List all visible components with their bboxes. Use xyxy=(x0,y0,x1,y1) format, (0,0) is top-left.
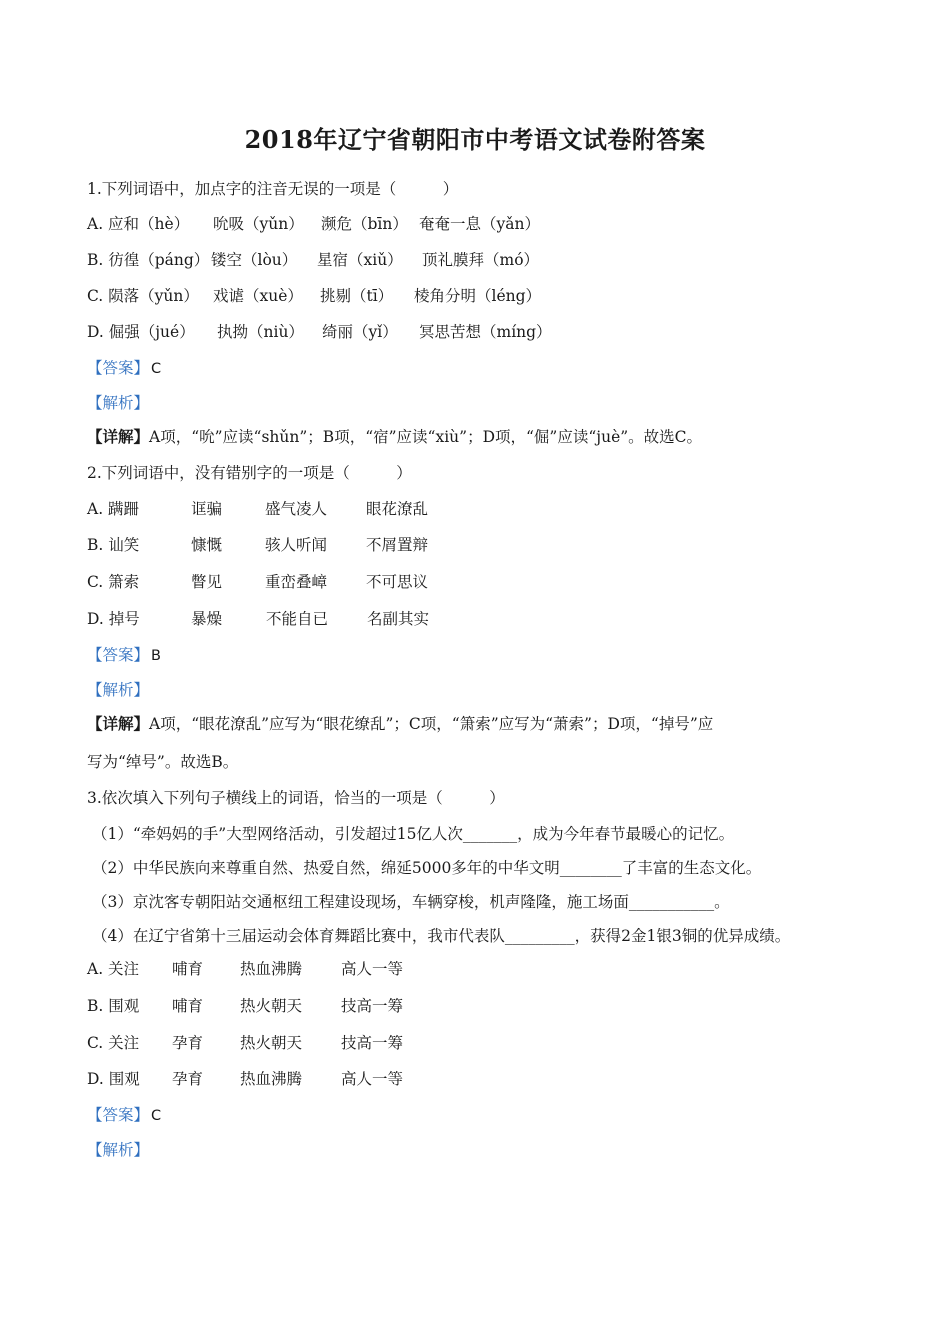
question-3-sentence-1: （1）“牵妈妈的手”大型网络活动，引发超过15亿人次_______，成为今年春节最暖心的记忆。 xyxy=(92,825,735,843)
option-item: 技高一筹 xyxy=(341,1034,404,1052)
question-2-option-b xyxy=(87,534,428,556)
option-item: 濒危（bīn） xyxy=(321,215,408,233)
answer-value: C xyxy=(151,1108,162,1124)
question-3-answer xyxy=(87,1104,161,1127)
option-item: 眼花潦乱 xyxy=(366,500,429,518)
option-item: 不屑置辩 xyxy=(366,536,429,554)
detail-label: 【详解】 xyxy=(87,427,150,446)
option-item: 吮吸（yǔn） xyxy=(213,215,304,233)
option-item: 哺育 xyxy=(172,997,204,1015)
question-1-detail xyxy=(87,426,702,448)
option-item: C. 箫索 xyxy=(87,573,140,591)
detail-text: A项，“眼花潦乱”应写为“眼花缭乱”；C项，“箫索”应写为“萧索”；D项，“掉号”应 xyxy=(149,715,714,733)
option-item: C. 陨落（yǔn） xyxy=(87,287,199,305)
option-item: 绮丽（yǐ） xyxy=(322,323,398,341)
question-2-option-c xyxy=(87,571,428,593)
option-item: 高人一等 xyxy=(341,1070,404,1088)
question-2-detail xyxy=(87,713,713,735)
option-item: 孕育 xyxy=(172,1034,204,1052)
answer-value: B xyxy=(151,648,161,664)
option-item: 镂空（lòu） xyxy=(211,251,298,269)
question-3-option-c xyxy=(87,1032,403,1054)
option-item: 诓骗 xyxy=(191,500,223,518)
question-2-option-a xyxy=(87,498,428,520)
option-item: D. 倔强（jué） xyxy=(87,323,195,341)
question-3-stem: 3.依次填入下列句子横线上的词语，恰当的一项是（ ） xyxy=(87,789,505,807)
option-item: 瞥见 xyxy=(191,573,223,591)
answer-label: 【答案】 xyxy=(87,1106,150,1124)
question-2-stem: 2.下列词语中，没有错别字的一项是（ ） xyxy=(87,464,412,482)
question-1-option-d xyxy=(87,321,552,343)
option-item: 盛气凌人 xyxy=(265,500,328,518)
question-1-answer xyxy=(87,357,161,380)
detail-label: 【详解】 xyxy=(87,714,150,733)
option-item: 技高一筹 xyxy=(341,997,404,1015)
option-item: 哺育 xyxy=(172,960,204,978)
option-item: A. 蹒跚 xyxy=(87,500,140,518)
question-3-sentence-4: （4）在辽宁省第十三届运动会体育舞蹈比赛中，我市代表队_________，获得2金1银3铜的优异成绩。 xyxy=(92,927,791,945)
answer-label: 【答案】 xyxy=(87,359,150,377)
option-item: A. 关注 xyxy=(87,960,140,978)
answer-value: C xyxy=(151,361,162,377)
option-item: 慷慨 xyxy=(191,536,223,554)
option-item: 奄奄一息（yǎn） xyxy=(419,215,540,233)
option-item: 棱角分明（léng） xyxy=(414,287,542,305)
question-3-option-d xyxy=(87,1068,403,1090)
question-3-sentence-3: （3）京沈客专朝阳站交通枢纽工程建设现场，车辆穿梭，机声隆隆，施工场面___________。 xyxy=(92,893,730,911)
option-item: 热血沸腾 xyxy=(240,960,303,978)
option-item: D. 围观 xyxy=(87,1070,140,1088)
question-3-option-b xyxy=(87,995,403,1017)
option-item: A. 应和（hè） xyxy=(87,215,190,233)
option-item: 不可思议 xyxy=(366,573,429,591)
option-item: B. 讪笑 xyxy=(87,536,140,554)
question-2-answer xyxy=(87,644,161,667)
option-item: 重峦叠嶂 xyxy=(265,573,328,591)
question-3-option-a xyxy=(87,958,403,980)
option-item: C. 关注 xyxy=(87,1034,140,1052)
option-item: B. 围观 xyxy=(87,997,140,1015)
option-item: B. 彷徨（páng） xyxy=(87,251,210,269)
option-item: 热火朝天 xyxy=(240,1034,303,1052)
option-item: 执拗（niù） xyxy=(217,323,304,341)
option-item: 冥思苦想（míng） xyxy=(419,323,552,341)
option-item: 高人一等 xyxy=(341,960,404,978)
option-item: 不能自已 xyxy=(266,610,329,628)
question-1-option-c xyxy=(87,285,541,307)
option-item: 骇人听闻 xyxy=(265,536,328,554)
option-item: 名副其实 xyxy=(367,610,430,628)
question-3-sentence-2: （2）中华民族向来尊重自然、热爱自然，绵延5000多年的中华文明________了丰富的生态文化。 xyxy=(92,859,762,877)
option-item: 暴燥 xyxy=(191,610,223,628)
question-1-stem: 1.下列词语中，加点字的注音无误的一项是（ ） xyxy=(87,180,459,198)
answer-label: 【答案】 xyxy=(87,646,150,664)
option-item: 戏谑（xuè） xyxy=(213,287,303,305)
option-item: 顶礼膜拜（mó） xyxy=(422,251,540,269)
option-item: 热火朝天 xyxy=(240,997,303,1015)
option-item: 挑剔（tī） xyxy=(320,287,394,305)
option-item: 星宿（xiǔ） xyxy=(317,251,403,269)
question-1-option-a xyxy=(87,213,540,235)
question-1-analysis-label: 【解析】 xyxy=(87,394,150,412)
detail-text: A项，“吮”应读“shǔn”；B项，“宿”应读“xiù”；D项，“倔”应读“juè”。故选C。 xyxy=(149,428,703,446)
option-item: 热血沸腾 xyxy=(240,1070,303,1088)
question-2-analysis-label: 【解析】 xyxy=(87,681,150,699)
option-item: D. 掉号 xyxy=(87,610,140,628)
question-2-option-d xyxy=(87,608,429,630)
question-1-option-b xyxy=(87,249,539,271)
question-3-analysis-label: 【解析】 xyxy=(87,1141,150,1159)
question-2-detail-continued: 写为“绰号”。故选B。 xyxy=(87,753,239,771)
page-title: 2018年辽宁省朝阳市中考语文试卷附答案 xyxy=(244,125,706,154)
option-item: 孕育 xyxy=(172,1070,204,1088)
